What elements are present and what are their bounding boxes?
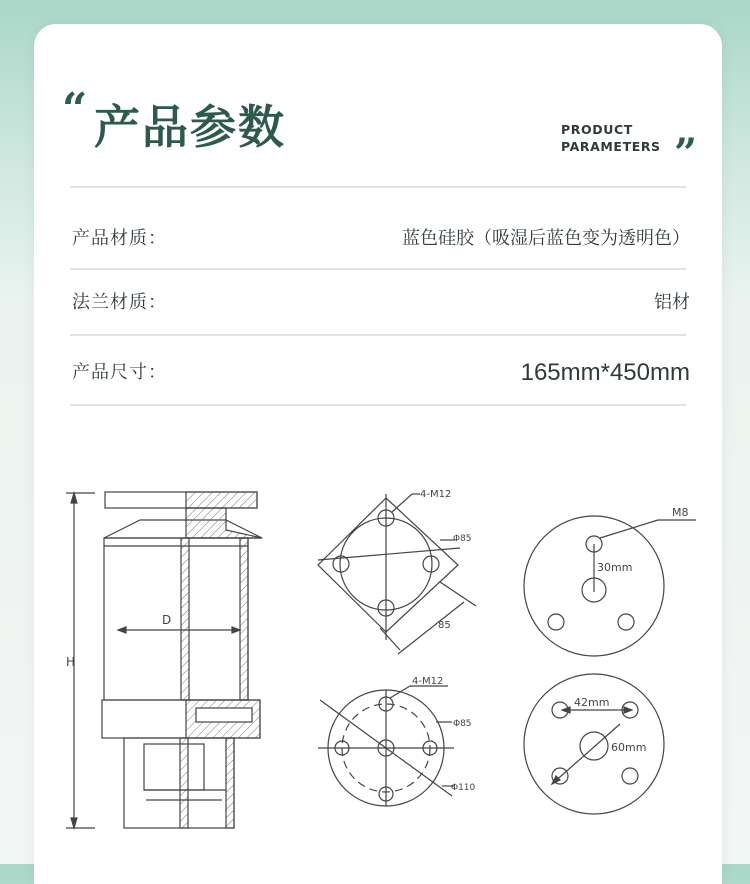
diamond-flange-side-label: 85 (438, 620, 451, 631)
english-subtitle-line2: PARAMETERS (561, 139, 661, 154)
open-quote-mark: “ (62, 84, 88, 135)
english-subtitle-line1: PRODUCT (561, 122, 633, 137)
disc-a-thread-label: M8 (672, 506, 689, 519)
side-view-height-label: H (66, 655, 76, 669)
round-flange-pcd-label: Φ85 (453, 719, 472, 729)
round-flange-bolt-label: 4-M12 (412, 676, 444, 687)
side-view-diameter-label: D (162, 613, 172, 627)
round-flange-outer-label: Φ110 (451, 783, 476, 793)
diamond-flange-pcd-label: Φ85 (453, 534, 472, 544)
round-flange-drawing (318, 686, 454, 806)
disc-a-distance-label: 30mm (597, 561, 633, 574)
diamond-flange-drawing (318, 494, 476, 654)
disc-b-diagonal-label: 60mm (611, 741, 647, 754)
spec-value-flange: 铝材 (654, 292, 690, 313)
diamond-flange-bolt-label: 4-M12 (420, 489, 452, 500)
side-view-drawing (66, 492, 262, 828)
spec-label-size: 产品尺寸： (72, 362, 167, 383)
spec-value-material: 蓝色硅胶（吸湿后蓝色变为透明色） (402, 228, 690, 249)
page-title: 产品参数 (94, 100, 286, 154)
disc-a-drawing (524, 516, 696, 656)
disc-b-spacing-label: 42mm (574, 696, 610, 709)
spec-value-size: 165mm*450mm (520, 359, 690, 386)
spec-label-material: 产品材质： (72, 228, 167, 249)
close-quote-mark: ” (674, 130, 698, 177)
spec-label-flange: 法兰材质： (72, 292, 167, 313)
